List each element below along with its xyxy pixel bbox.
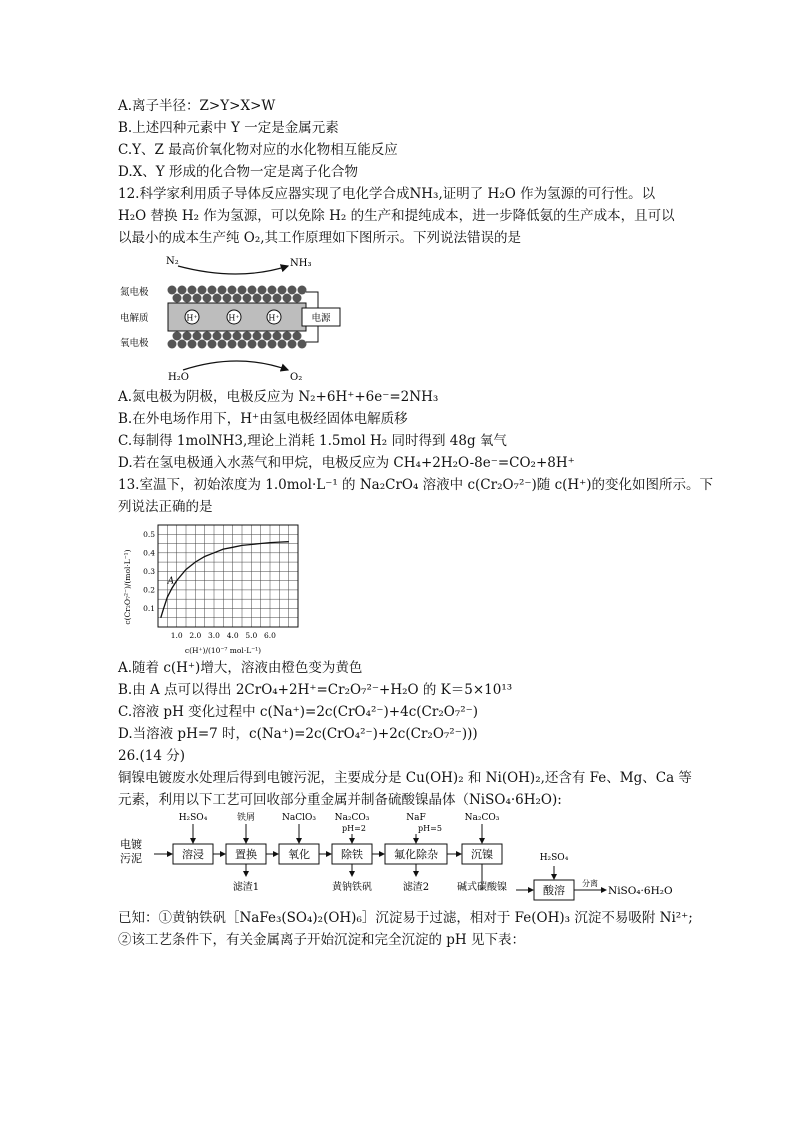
x-axis-label: c(H⁺)/(10⁻⁷ mol·L⁻¹) xyxy=(184,646,262,655)
reagent-4: Na₂CO₃ xyxy=(334,813,370,823)
product-label: NiSO₄·6H₂O xyxy=(608,885,673,897)
q26-known-2: ②该工艺条件下，有关金属离子开始沉淀和完全沉淀的 pH 见下表： xyxy=(118,932,525,948)
y-tick-label: 0.5 xyxy=(143,529,155,539)
byproduct-4: 碱式碳酸镍 xyxy=(457,882,507,893)
plot-frame xyxy=(158,525,298,627)
x-tick-label: 2.0 xyxy=(189,631,202,640)
x-tick-label: 6.0 xyxy=(264,631,276,640)
step-acid-dissolve: 酸溶 xyxy=(543,884,565,897)
step-oxidize: 氧化 xyxy=(288,848,310,861)
x-tick-label: 4.0 xyxy=(226,631,239,640)
q11-option-b: B.上述四种元素中 Y 一定是金属元素 xyxy=(118,120,339,136)
reagent-6: Na₂CO₃ xyxy=(464,813,500,823)
q12-option-a: A.氮电极为阴极，电极反应为 N₂+6H⁺+6e⁻=2NH₃ xyxy=(118,389,439,405)
condition-2: pH=5 xyxy=(418,824,442,833)
q26-stem-line-2: 元素，利用以下工艺可回收部分重金属并制备硫酸镍晶体（NiSO₄·6H₂O): xyxy=(118,792,562,808)
oxygen-electrode xyxy=(168,332,307,349)
q26-stem-line-1: 铜镍电镀废水处理后得到电镀污泥，主要成分是 Cu(OH)₂ 和 Ni(OH)₂,还含有 Fe、Mg、Ca 等 xyxy=(118,770,692,786)
point-a-label: A xyxy=(167,576,175,587)
y-tick-label: 0.2 xyxy=(143,585,155,595)
x-tick-label: 5.0 xyxy=(245,631,258,640)
chart-tick-labels xyxy=(143,530,276,640)
step-precipitate-ni: 沉镍 xyxy=(471,848,493,861)
proton-label-3: H⁺ xyxy=(268,313,280,323)
y-tick-label: 0.3 xyxy=(143,566,155,576)
q12-option-c: C.每制得 1molNH3,理论上消耗 1.5mol H₂ 同时得到 48g 氧气 xyxy=(118,433,507,449)
q26-known-1: 已知：①黄钠铁矾［NaFe₃(SO₄)₂(OH)₆］沉淀易于过滤，相对于 Fe(OH)₃ 沉淀不易吸附 Ni²⁺; xyxy=(118,910,693,926)
bottom-out-label: O₂ xyxy=(290,372,303,383)
reactor-diagram xyxy=(118,252,363,387)
data-series-line xyxy=(161,542,289,618)
start-label-2: 污泥 xyxy=(120,852,142,865)
bottom-in-label: H₂O xyxy=(168,372,189,383)
q12-stem-line-3: 以最小的成本生产纯 O₂,其工作原理如下图所示。下列说法错误的是 xyxy=(118,230,522,246)
reagent-7: H₂SO₄ xyxy=(539,853,569,863)
q12-stem-line-2: H₂O 替换 H₂ 作为氢源，可以免除 H₂ 的生产和提纯成本，进一步降低氨的生产成本，且可以 xyxy=(118,208,675,224)
q13-stem-line-1: 13.室温下，初始浓度为 1.0mol·L⁻¹ 的 Na₂CrO₄ 溶液中 c(Cr₂O₇²⁻)随 c(H⁺)的变化如图所示。下 xyxy=(118,477,714,493)
q26-heading: 26.(14 分) xyxy=(118,748,185,764)
reagent-2: 铁屑 xyxy=(236,813,256,823)
label-oxygen-electrode: 氧电极 xyxy=(120,338,149,349)
q12-option-b: B.在外电场作用下，H⁺由氢电极经固体电解质移 xyxy=(118,411,408,427)
proton-label-1: H⁺ xyxy=(186,313,198,323)
process-flowchart xyxy=(118,810,678,906)
start-label-1: 电镀 xyxy=(120,838,142,851)
x-tick-label: 3.0 xyxy=(208,631,220,640)
chart-grid xyxy=(158,525,298,627)
label-nitrogen-electrode: 氮电极 xyxy=(120,287,149,298)
step-leach: 溶浸 xyxy=(182,848,204,861)
byproduct-1: 滤渣1 xyxy=(232,882,260,893)
separation-label: 分离 xyxy=(582,879,598,888)
reagent-1: H₂SO₄ xyxy=(178,813,208,823)
q11-option-a: A.离子半径：Z>Y>X>W xyxy=(118,98,276,114)
top-in-label: N₂ xyxy=(166,256,179,267)
q13-stem-line-2: 列说法正确的是 xyxy=(118,499,213,515)
top-out-label: NH₃ xyxy=(290,258,312,269)
step-fluoride: 氟化除杂 xyxy=(394,848,438,861)
y-tick-label: 0.4 xyxy=(143,548,155,558)
q13-option-b: B.由 A 点可以得出 2CrO₄+2H⁺=Cr₂O₇²⁻+H₂O 的 K＝5×10¹³ xyxy=(118,682,513,698)
step-remove-iron: 除铁 xyxy=(341,848,363,861)
condition-1: pH=2 xyxy=(342,824,366,833)
q13-option-c: C.溶液 pH 变化过程中 c(Na⁺)=2c(CrO₄²⁻)+4c(Cr₂O₇²⁻) xyxy=(118,704,479,720)
reagent-3: NaClO₃ xyxy=(282,813,316,823)
y-tick-label: 0.1 xyxy=(143,603,155,613)
proton-label-2: H⁺ xyxy=(228,313,240,323)
q11-option-c: C.Y、Z 最高价氧化物对应的水化物相互能反应 xyxy=(118,142,398,158)
q13-option-a: A.随着 c(H⁺)增大，溶液由橙色变为黄色 xyxy=(118,660,363,676)
q12-stem-line-1: 12.科学家利用质子导体反应器实现了电化学合成NH₃,证明了 H₂O 作为氢源的可行性。以 xyxy=(118,186,656,202)
x-tick-label: 1.0 xyxy=(170,631,183,640)
q11-option-d: D.X、Y 形成的化合物一定是离子化合物 xyxy=(118,164,358,180)
y-axis-label: c(Cr₂O₇²⁻)/(mol·L⁻¹) xyxy=(123,549,132,625)
byproduct-2: 黄钠铁矾 xyxy=(332,882,372,893)
step-replace: 置换 xyxy=(235,848,257,861)
power-label: 电源 xyxy=(311,313,331,324)
byproduct-3: 滤渣2 xyxy=(402,882,430,893)
q13-option-d: D.当溶液 pH=7 时，c(Na⁺)=2c(CrO₄²⁻)+2c(Cr₂O₇²⁻))) xyxy=(118,726,478,742)
label-electrolyte: 电解质 xyxy=(120,313,149,324)
q12-option-d: D.若在氢电极通入水蒸气和甲烷，电极反应为 CH₄+2H₂O-8e⁻=CO₂+8H⁺ xyxy=(118,455,575,471)
nitrogen-electrode xyxy=(168,286,307,303)
reagent-5: NaF xyxy=(406,813,426,823)
cr2o7-chart xyxy=(118,517,308,657)
